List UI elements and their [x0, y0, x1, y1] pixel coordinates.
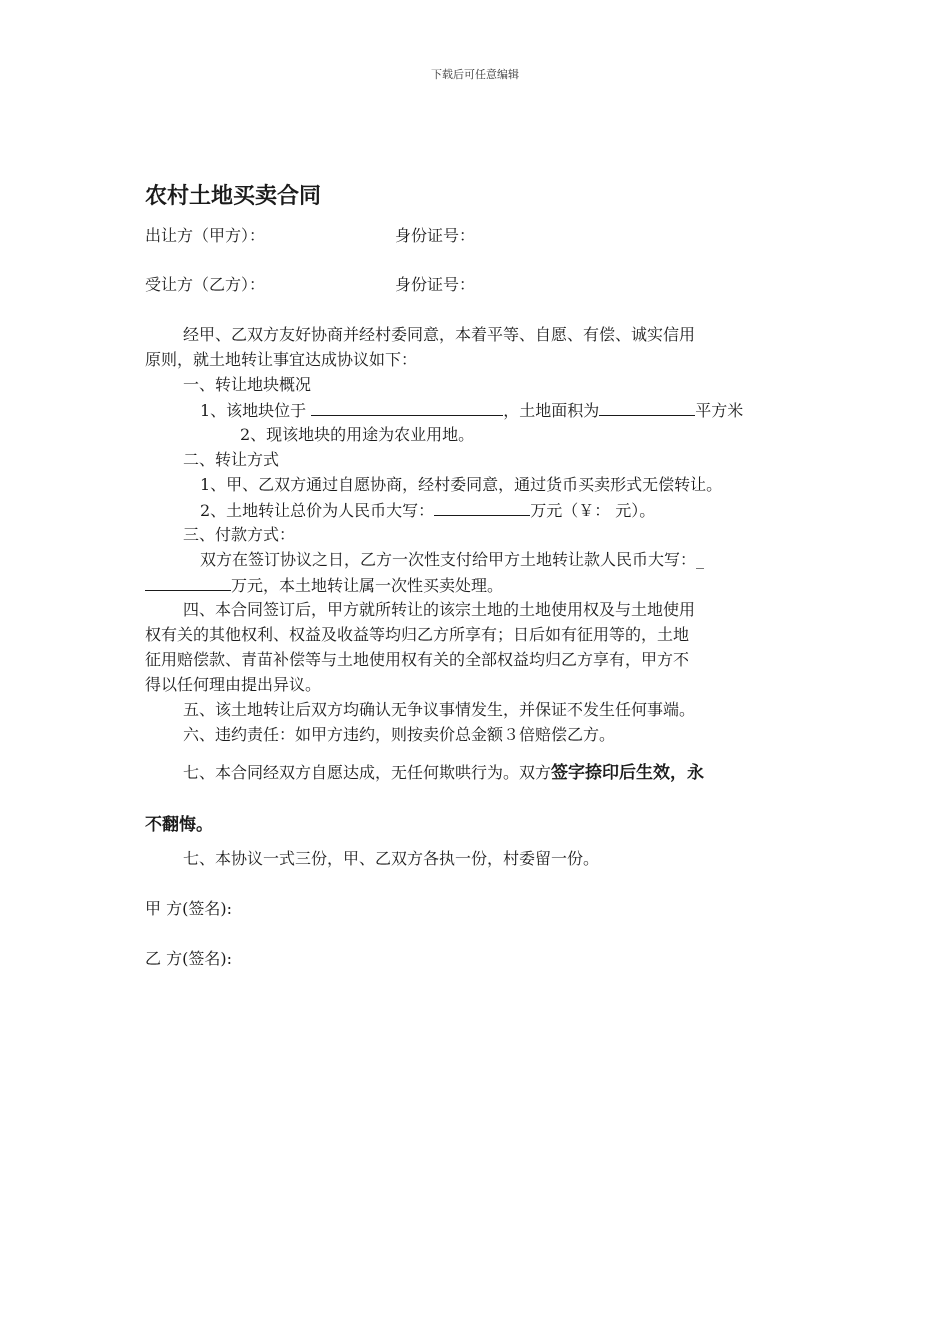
section-2-item-1: 1、甲、乙双方通过自愿协商，经村委同意，通过货币买卖形式无偿转让。 [200, 475, 723, 494]
signature-a: 甲 方(签名): [145, 899, 232, 918]
area-unit: 平方米 [695, 401, 744, 420]
section-4-line-1: 四、本合同签订后，甲方就所转让的该宗土地的土地使用权及与土地使用 [183, 600, 696, 619]
section-1-item-1 [200, 399, 743, 422]
section-5: 五、该土地转让后双方均确认无争议事情发生，并保证不发生任何事端。 [183, 700, 696, 719]
document-title: 农村土地买卖合同 [145, 184, 322, 209]
area-label: ，土地面积为 [503, 401, 600, 420]
party-a-id-label: 身份证号： [395, 226, 476, 245]
section-7a-text: 七、本合同经双方自愿达成，无任何欺哄行为。双方 [183, 763, 552, 782]
section-3-line-2 [145, 574, 503, 597]
payment-blank [145, 574, 231, 591]
section-7a-line-2: 不翻悔。 [145, 815, 213, 835]
preamble-line-2: 原则，就土地转让事宜达成协议如下： [145, 350, 418, 369]
party-b-label: 受让方（乙方）： [145, 275, 266, 294]
location-blank [311, 399, 503, 416]
section-7a-bold-text: 签字捺印后生效，永 [551, 763, 705, 783]
signature-b: 乙 方(签名): [145, 949, 232, 968]
party-a-label: 出让方（甲方）： [145, 226, 266, 245]
section-4-line-4: 得以任何理由提出异议。 [145, 675, 322, 694]
section-2-item-2 [200, 499, 655, 522]
page-header: 下载后可任意编辑 [431, 68, 519, 81]
total-price-label: 2、土地转让总价为人民币大写： [200, 501, 435, 520]
section-7a-line-1 [183, 762, 704, 784]
section-6: 六、违约责任：如甲方违约，则按卖价总金额３倍赔偿乙方。 [183, 725, 616, 744]
preamble-line-1: 经甲、乙双方友好协商并经村委同意，本着平等、自愿、有偿、诚实信用 [183, 325, 696, 344]
party-b-row [145, 274, 476, 296]
location-label: 1、该地块位于 [200, 401, 312, 420]
party-a-row [145, 225, 476, 247]
section-7b: 七、本协议一式三份，甲、乙双方各执一份，村委留一份。 [183, 849, 600, 868]
total-price-blank [434, 499, 530, 516]
section-4-line-2: 权有关的其他权利、权益及收益等均归乙方所享有；日后如有征用等的，土地 [145, 625, 690, 644]
section-1-title: 一、转让地块概况 [183, 375, 312, 394]
section-1-item-2: 2、现该地块的用途为农业用地。 [240, 425, 475, 444]
section-2-title: 二、转让方式 [183, 450, 280, 469]
section-4-line-3: 征用赔偿款、青苗补偿等与土地使用权有关的全部权益均归乙方享有，甲方不 [145, 650, 690, 669]
party-b-id-label: 身份证号： [395, 275, 476, 294]
section-3-line-1: 双方在签订协议之日，乙方一次性支付给甲方土地转让款人民币大写：_ [200, 550, 705, 569]
total-price-unit: 万元（￥： 元）。 [530, 501, 656, 520]
payment-text: 万元，本土地转让属一次性买卖处理。 [231, 576, 504, 595]
section-3-title: 三、付款方式： [183, 525, 296, 544]
area-blank [599, 399, 695, 416]
